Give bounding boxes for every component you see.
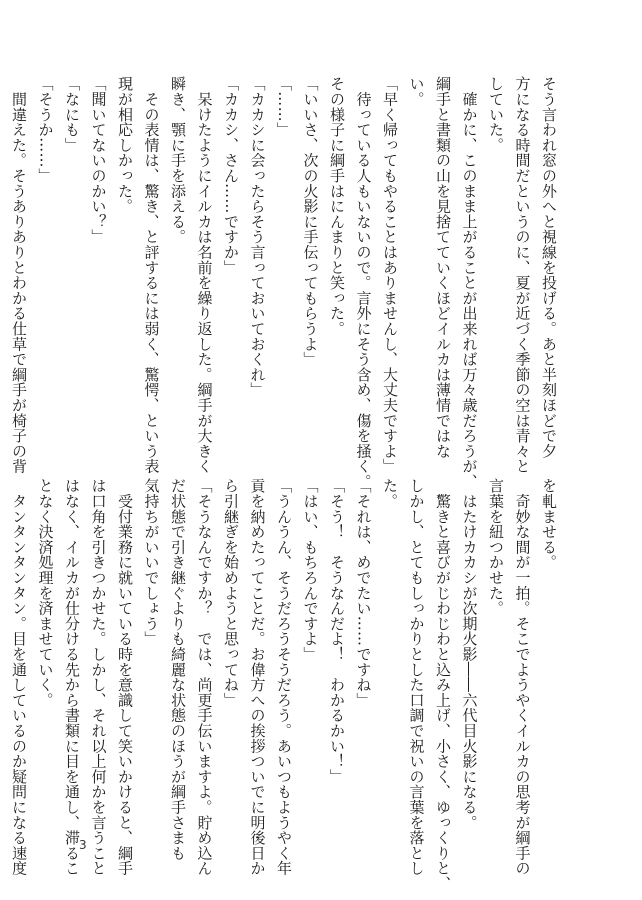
text-line: 「カカシ、さん……ですか」 [222, 76, 240, 275]
text-line: 受付業務に就いている時を意識して笑いかけると、綱手 [116, 478, 134, 876]
text-line: 「いいさ、次の火影に手伝ってもらうよ」 [301, 76, 320, 367]
text-line: となく決済処理を済ませていく。 [36, 478, 55, 708]
text-line: ら引継ぎを始めようと思ってね」 [222, 478, 240, 708]
text-line: 間違えた。そうありありとわかる仕草で綱手が椅子の背 [10, 76, 28, 474]
text-line: 「それは、めでたい……ですね」 [354, 478, 373, 708]
text-line: していた。 [487, 76, 505, 153]
text-line: その表情は、驚き、と評するには弱く、驚愕、という表 [142, 76, 161, 474]
text-line: 方になる時間だというのに、夏が近づく季節の空は青々と [513, 76, 532, 474]
text-line: 「はい、もちろんですよ」 [301, 478, 320, 662]
text-line: そう言われ窓の外へと視線を投げる。あと半刻ほどで夕 [540, 76, 558, 459]
text-line: た。 [381, 478, 399, 509]
text-line: その様子に綱手はにんまりと笑った。 [328, 76, 346, 337]
text-line: 「カカシに会ったらそう言っておいておくれ」 [248, 76, 267, 398]
text-line: 驚きと喜びがじわじわと込み上げ、小さく、ゆっくりと、 [434, 478, 452, 892]
text-line: 待っている人もいないので。言外にそう含め、傷を掻く。 [354, 76, 373, 490]
text-line: 綱手と書類の山を見捨てていくほどイルカは薄情ではな [434, 76, 452, 459]
text-line: 「そう！ そうなんだよ！ わかるかい！」 [328, 478, 346, 784]
text-line: 現が相応しかった。 [116, 76, 134, 214]
text-line: 言葉を紐つかせた。 [487, 478, 505, 616]
text-line: い。 [407, 76, 426, 107]
text-line: 「早く帰ってもやることはありませんし、大丈夫ですよ」 [381, 76, 399, 474]
text-line: を軋ませる。 [540, 478, 558, 570]
text-line: 確かに、このまま上がることが出来れば万々歳だろうが、 [460, 76, 479, 490]
page-number: 3 [79, 838, 87, 852]
text-line: 奇妙な間が一拍。そこでようやくイルカの思考が綱手の [513, 478, 532, 876]
upper-text-block [10, 76, 562, 490]
text-line: 気持ちがいいでしょう」 [142, 478, 161, 647]
text-line: はなく、イルカが仕分ける先から書類に目を通し、滞るこ [63, 478, 81, 876]
text-line: だ状態で引き継ぐよりも綺麗な状態のほうが綱手さまも [169, 478, 187, 861]
text-line: しかし、とてもしっかりとした口調で祝いの言葉を落とし [407, 478, 426, 876]
text-line: は口角を引きつかせた。しかし、それ以上何かを言うこと [89, 478, 108, 876]
text-line: 瞬き、顎に手を添える。 [169, 76, 187, 245]
text-line: 貢を納めたってことだ。お偉方への挨拶ついでに明後日か [248, 478, 267, 876]
text-line: 呆けたようにイルカは名前を繰り返した。綱手が大きく [195, 76, 214, 474]
text-line: 「なにも」 [63, 76, 81, 153]
text-line: 「そうなんですか？ では、尚更手伝いますよ。貯め込ん [195, 478, 214, 876]
lower-text-block [10, 478, 562, 892]
text-line: 「聞いてないのかい？」 [89, 76, 108, 245]
text-line: 「……」 [275, 76, 293, 138]
text-line: はたけカカシが次期火影――六代目火影になる。 [460, 478, 479, 830]
text-line: タンタンタンタン。目を通しているのか疑問になる速度 [10, 478, 28, 876]
text-line: 「うんうん、そうだろうそうだろう。あいつもようやく年 [275, 478, 293, 876]
text-line: 「そうか……」 [36, 76, 55, 184]
